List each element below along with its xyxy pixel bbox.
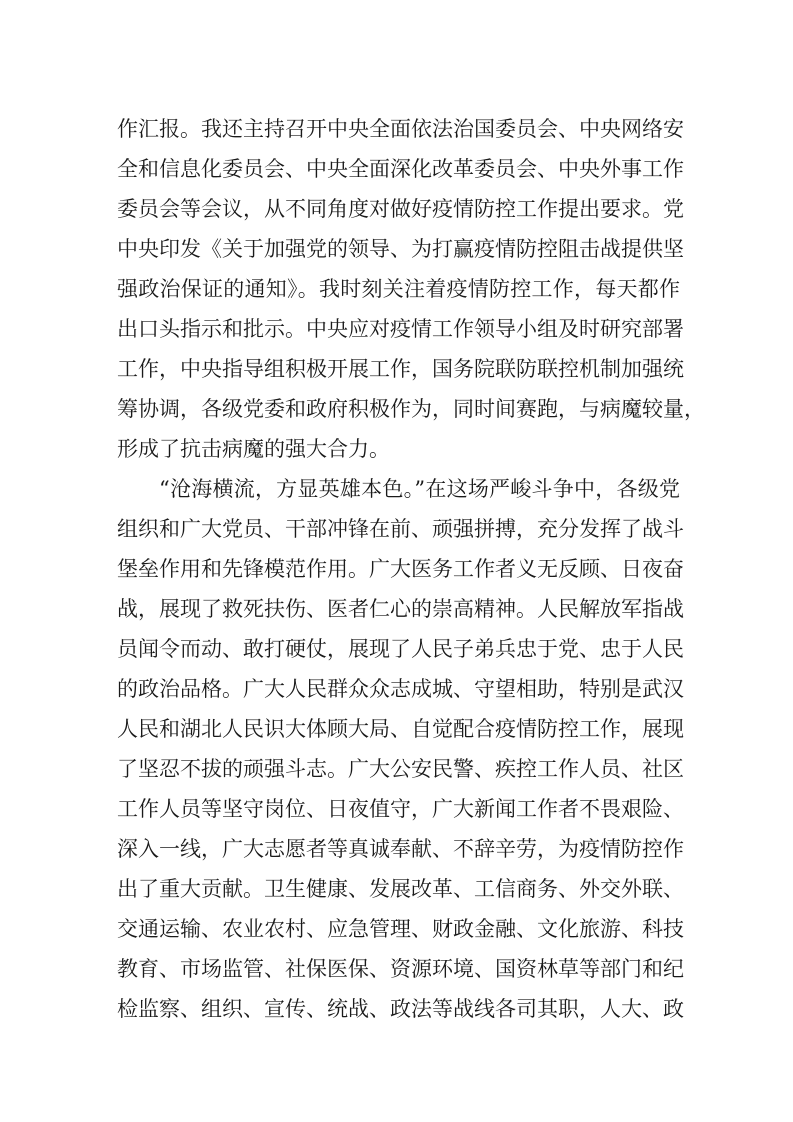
text-line-6: 出口头指示和批示。中央应对疫情工作领导小组及时研究部署: [117, 317, 684, 341]
text-line-2: 全和信息化委员会、中央全面深化改革委员会、中央外事工作: [117, 157, 684, 181]
text-line-23: 检监察、组织、宣传、统战、政法等战线各司其职，人大、政: [117, 997, 684, 1021]
text-line-18: 工作人员等坚守岗位、日夜值守，广大新闻工作者不畏艰险、: [117, 797, 684, 821]
text-line-14: 员闻令而动、敢打硬仗，展现了人民子弟兵忠于党、忠于人民: [117, 637, 684, 661]
text-line-12: 堡垒作用和先锋模范作用。广大医务工作者义无反顾、日夜奋: [117, 557, 684, 581]
text-line-1: 作汇报。我还主持召开中央全面依法治国委员会、中央网络安: [117, 117, 684, 141]
paragraph-end-line: 形成了抗击病魔的强大合力。: [117, 437, 390, 461]
text-line-11: 组织和广大党员、干部冲锋在前、顽强拼搏，充分发挥了战斗: [117, 517, 684, 541]
text-line-4: 中央印发《关于加强党的领导、为打赢疫情防控阻击战提供坚: [117, 237, 684, 261]
text-line-8: 筹协调，各级党委和政府积极作为，同时间赛跑，与病魔较量，: [117, 397, 705, 421]
text-line-21: 交通运输、农业农村、应急管理、财政金融、文化旅游、科技: [117, 917, 684, 941]
text-line-7: 工作，中央指导组积极开展工作，国务院联防联控机制加强统: [117, 357, 684, 381]
text-line-5: 强政治保证的通知》。我时刻关注着疫情防控工作，每天都作: [117, 277, 680, 301]
text-line-17: 了坚忍不拔的顽强斗志。广大公安民警、疾控工作人员、社区: [117, 757, 684, 781]
text-line-15: 的政治品格。广大人民群众众志成城、守望相助，特别是武汉: [117, 677, 684, 701]
text-line-3: 委员会等会议，从不同角度对做好疫情防控工作提出要求。党: [117, 197, 684, 221]
text-line-19: 深入一线，广大志愿者等真诚奉献、不辞辛劳，为疫情防控作: [117, 837, 684, 861]
paragraph-start-line: “沧海横流，方显英雄本色。”在这场严峻斗争中，各级党: [159, 477, 680, 501]
text-line-22: 教育、市场监管、社保医保、资源环境、国资林草等部门和纪: [117, 957, 684, 981]
text-line-13: 战，展现了救死扶伤、医者仁心的崇高精神。人民解放军指战: [117, 597, 684, 621]
text-line-20: 出了重大贡献。卫生健康、发展改革、工信商务、外交外联、: [117, 877, 684, 901]
text-line-16: 人民和湖北人民识大体顾大局、自觉配合疫情防控工作，展现: [117, 717, 684, 741]
